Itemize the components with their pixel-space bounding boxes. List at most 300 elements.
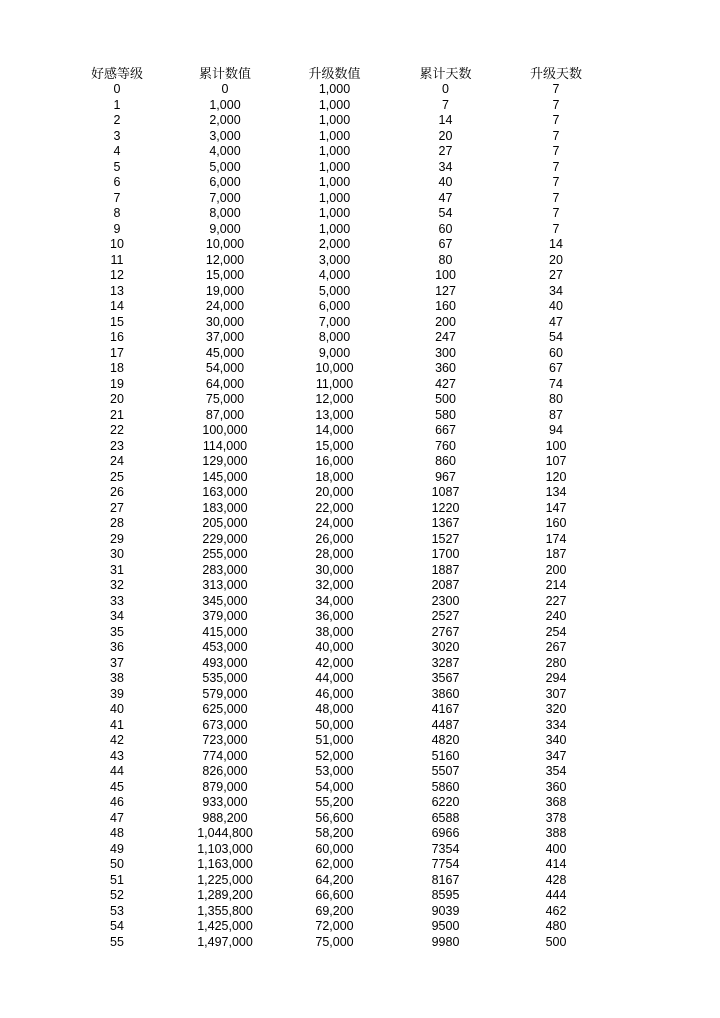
cell-cumulative-value: 826,000 [202, 764, 248, 778]
table-row [62, 361, 612, 377]
cell-upgrade-value: 13,000 [315, 407, 354, 422]
cell-level: 21 [110, 407, 124, 422]
cell-cumulative-value: 988,200 [202, 810, 248, 825]
table-row [62, 191, 612, 207]
cell-level: 22 [110, 423, 124, 437]
cell-upgrade-days: 7 [552, 128, 560, 143]
cell-cumulative-value: 54,000 [205, 361, 245, 375]
cell-upgrade-days: 280 [545, 655, 567, 670]
cell-level: 45 [110, 779, 124, 794]
cell-upgrade-value: 44,000 [315, 671, 354, 685]
cell-level: 13 [110, 283, 124, 298]
cell-cumulative-days: 5860 [431, 779, 460, 794]
cell-level: 28 [110, 516, 124, 530]
cell-upgrade-days: 94 [549, 423, 563, 437]
cell-cumulative-days: 667 [435, 423, 456, 437]
header-upgrade-value: 升级数值 [308, 66, 361, 81]
table-row [62, 144, 612, 160]
cell-level: 46 [110, 795, 124, 809]
cell-level: 4 [113, 144, 121, 158]
cell-level: 43 [110, 748, 124, 763]
cell-cumulative-days: 8595 [431, 888, 460, 902]
cell-cumulative-days: 967 [435, 469, 456, 484]
cell-upgrade-value: 1,000 [318, 128, 351, 143]
table-row [62, 470, 612, 486]
cell-upgrade-value: 26,000 [315, 531, 354, 546]
table-row [62, 330, 612, 346]
cell-cumulative-days: 2767 [431, 624, 460, 639]
cell-upgrade-days: 7 [552, 97, 560, 112]
cell-upgrade-days: 7 [552, 190, 560, 205]
cell-level: 35 [110, 624, 124, 639]
cell-cumulative-days: 6220 [431, 795, 460, 809]
cell-cumulative-value: 1,000 [209, 97, 241, 112]
table-row [62, 408, 612, 424]
table-row [62, 764, 612, 780]
cell-upgrade-value: 32,000 [315, 578, 354, 592]
cell-cumulative-value: 129,000 [202, 454, 248, 468]
cell-upgrade-days: 187 [545, 547, 567, 561]
cell-cumulative-days: 160 [435, 299, 456, 313]
cell-upgrade-value: 64,200 [315, 872, 354, 887]
cell-level: 33 [110, 593, 124, 608]
cell-upgrade-value: 53,000 [315, 764, 354, 778]
cell-upgrade-days: 340 [545, 733, 567, 747]
cell-cumulative-days: 100 [435, 268, 456, 282]
table-row [62, 501, 612, 517]
cell-cumulative-value: 19,000 [205, 283, 245, 298]
cell-level: 55 [110, 934, 124, 949]
cell-upgrade-value: 7,000 [318, 314, 351, 329]
table-row [62, 718, 612, 734]
cell-cumulative-days: 6966 [431, 826, 460, 840]
cell-cumulative-days: 127 [435, 283, 456, 298]
cell-upgrade-days: 7 [552, 82, 560, 96]
cell-upgrade-value: 1,000 [318, 175, 351, 189]
cell-cumulative-value: 933,000 [202, 795, 248, 809]
cell-upgrade-days: 428 [545, 872, 567, 887]
table-row [62, 454, 612, 470]
table-row [62, 702, 612, 718]
cell-level: 7 [113, 190, 121, 205]
cell-upgrade-days: 74 [549, 376, 563, 391]
cell-cumulative-days: 40 [438, 175, 453, 189]
cell-cumulative-days: 1700 [431, 547, 460, 561]
cell-cumulative-days: 200 [435, 314, 456, 329]
cell-level: 6 [113, 175, 121, 189]
cell-upgrade-days: 267 [545, 640, 567, 654]
cell-cumulative-value: 3,000 [209, 128, 241, 143]
cell-upgrade-value: 52,000 [315, 748, 354, 763]
cell-cumulative-value: 114,000 [202, 438, 248, 453]
cell-cumulative-days: 6588 [431, 810, 460, 825]
cell-upgrade-value: 15,000 [315, 438, 354, 453]
cell-upgrade-value: 4,000 [318, 268, 351, 282]
cell-cumulative-value: 1,225,000 [197, 872, 253, 887]
table-row [62, 919, 612, 935]
table-row [62, 795, 612, 811]
cell-level: 44 [110, 764, 124, 778]
table-row [62, 594, 612, 610]
header-cumulative-days: 累计天数 [419, 66, 472, 81]
cell-cumulative-value: 37,000 [205, 330, 245, 344]
cell-cumulative-days: 9980 [431, 934, 460, 949]
cell-upgrade-value: 5,000 [318, 283, 351, 298]
cell-cumulative-days: 4167 [431, 702, 460, 716]
cell-level: 54 [110, 919, 124, 933]
cell-cumulative-value: 1,163,000 [197, 857, 253, 871]
table-row [62, 377, 612, 393]
cell-cumulative-value: 45,000 [205, 345, 245, 360]
cell-upgrade-value: 6,000 [318, 299, 351, 313]
cell-upgrade-days: 20 [549, 252, 563, 267]
cell-cumulative-value: 1,425,000 [197, 919, 253, 933]
cell-cumulative-days: 2527 [431, 609, 460, 623]
cell-upgrade-days: 307 [545, 686, 567, 701]
cell-upgrade-value: 40,000 [315, 640, 354, 654]
table-row [62, 888, 612, 904]
cell-level: 53 [110, 903, 124, 918]
cell-cumulative-value: 535,000 [202, 671, 248, 685]
table-row [62, 873, 612, 889]
table-row [62, 609, 612, 625]
cell-cumulative-days: 7354 [431, 841, 460, 856]
cell-upgrade-days: 60 [549, 345, 563, 360]
table-body [62, 82, 612, 950]
cell-upgrade-value: 56,600 [315, 810, 354, 825]
cell-upgrade-value: 69,200 [315, 903, 354, 918]
cell-upgrade-value: 1,000 [318, 82, 351, 96]
cell-upgrade-days: 294 [545, 671, 567, 685]
cell-cumulative-days: 3567 [431, 671, 460, 685]
cell-level: 12 [110, 268, 124, 282]
cell-upgrade-days: 67 [549, 361, 563, 375]
cell-level: 50 [110, 857, 124, 871]
cell-cumulative-value: 255,000 [202, 547, 248, 561]
cell-cumulative-value: 205,000 [202, 516, 248, 530]
table-row [62, 532, 612, 548]
table-row [62, 284, 612, 300]
cell-cumulative-value: 415,000 [202, 624, 248, 639]
cell-upgrade-value: 75,000 [315, 934, 354, 949]
cell-level: 36 [110, 640, 124, 654]
cell-upgrade-days: 414 [545, 857, 567, 871]
table-row [62, 656, 612, 672]
cell-upgrade-days: 462 [545, 903, 567, 918]
table-row [62, 578, 612, 594]
cell-cumulative-days: 8167 [431, 872, 460, 887]
cell-cumulative-value: 30,000 [205, 314, 245, 329]
cell-level: 41 [110, 717, 124, 732]
cell-level: 9 [113, 221, 121, 236]
cell-upgrade-value: 18,000 [315, 469, 354, 484]
table-row [62, 113, 612, 129]
cell-level: 18 [110, 361, 124, 375]
cell-cumulative-value: 1,044,800 [197, 826, 253, 840]
table-row [62, 935, 612, 951]
cell-upgrade-value: 1,000 [318, 144, 351, 158]
cell-upgrade-value: 3,000 [318, 252, 351, 267]
cell-level: 47 [110, 810, 124, 825]
cell-cumulative-value: 9,000 [209, 221, 241, 236]
cell-cumulative-value: 7,000 [209, 190, 241, 205]
cell-level: 52 [110, 888, 124, 902]
cell-cumulative-value: 5,000 [209, 159, 241, 174]
cell-upgrade-days: 34 [549, 283, 563, 298]
cell-cumulative-value: 100,000 [202, 423, 248, 437]
cell-upgrade-value: 55,200 [315, 795, 354, 809]
cell-level: 10 [110, 237, 124, 251]
cell-level: 40 [110, 702, 124, 716]
cell-upgrade-value: 38,000 [315, 624, 354, 639]
cell-upgrade-value: 1,000 [318, 221, 351, 236]
cell-cumulative-days: 500 [435, 392, 456, 406]
table-row [62, 485, 612, 501]
cell-upgrade-value: 30,000 [315, 562, 354, 577]
cell-level: 39 [110, 686, 124, 701]
cell-cumulative-days: 1527 [431, 531, 460, 546]
cell-upgrade-days: 54 [549, 330, 563, 344]
table-row [62, 826, 612, 842]
table-row [62, 346, 612, 362]
cell-cumulative-days: 54 [438, 206, 453, 220]
cell-upgrade-days: 80 [549, 392, 563, 406]
cell-upgrade-value: 9,000 [318, 345, 351, 360]
cell-level: 31 [110, 562, 124, 577]
cell-level: 23 [110, 438, 124, 453]
cell-upgrade-value: 60,000 [315, 841, 354, 856]
cell-cumulative-days: 1887 [431, 562, 460, 577]
header-row [62, 65, 612, 82]
cell-level: 34 [110, 609, 124, 623]
cell-upgrade-days: 368 [545, 795, 567, 809]
cell-cumulative-value: 145,000 [202, 469, 248, 484]
cell-cumulative-days: 9500 [431, 919, 460, 933]
table-row [62, 129, 612, 145]
cell-cumulative-value: 493,000 [202, 655, 248, 670]
cell-level: 14 [110, 299, 124, 313]
cell-upgrade-value: 22,000 [315, 500, 354, 515]
cell-cumulative-days: 7754 [431, 857, 460, 871]
table-row [62, 857, 612, 873]
cell-cumulative-value: 1,289,200 [197, 888, 253, 902]
cell-upgrade-days: 334 [545, 717, 567, 732]
cell-cumulative-days: 2087 [431, 578, 460, 592]
cell-cumulative-days: 1220 [431, 500, 460, 515]
cell-cumulative-value: 723,000 [202, 733, 248, 747]
cell-cumulative-value: 6,000 [209, 175, 241, 189]
cell-cumulative-value: 283,000 [202, 562, 248, 577]
table-row [62, 780, 612, 796]
table-row [62, 82, 612, 98]
cell-cumulative-value: 12,000 [205, 252, 245, 267]
cell-upgrade-days: 354 [545, 764, 567, 778]
cell-level: 29 [110, 531, 124, 546]
cell-level: 2 [113, 113, 121, 127]
cell-level: 16 [110, 330, 124, 344]
cell-upgrade-days: 400 [545, 841, 567, 856]
cell-upgrade-value: 42,000 [315, 655, 354, 670]
cell-upgrade-value: 1,000 [318, 113, 351, 127]
cell-upgrade-value: 28,000 [315, 547, 354, 561]
header-cumulative-value: 累计数值 [198, 66, 251, 81]
cell-upgrade-days: 214 [545, 578, 567, 592]
cell-cumulative-value: 879,000 [202, 779, 248, 794]
table-row [62, 687, 612, 703]
table-row [62, 439, 612, 455]
cell-cumulative-days: 1367 [431, 516, 460, 530]
cell-cumulative-days: 5507 [431, 764, 460, 778]
cell-level: 1 [113, 97, 121, 112]
cell-cumulative-value: 313,000 [202, 578, 248, 592]
table-row [62, 640, 612, 656]
cell-upgrade-value: 58,200 [315, 826, 354, 840]
cell-upgrade-days: 174 [545, 531, 567, 546]
cell-upgrade-days: 480 [545, 919, 567, 933]
cell-cumulative-value: 64,000 [205, 376, 245, 391]
cell-upgrade-value: 36,000 [315, 609, 354, 623]
cell-level: 8 [113, 206, 121, 220]
cell-level: 15 [110, 314, 124, 329]
cell-upgrade-days: 100 [545, 438, 567, 453]
cell-upgrade-value: 50,000 [315, 717, 354, 732]
cell-cumulative-days: 34 [438, 159, 453, 174]
cell-upgrade-value: 34,000 [315, 593, 354, 608]
cell-level: 30 [110, 547, 124, 561]
cell-level: 42 [110, 733, 124, 747]
cell-upgrade-value: 16,000 [315, 454, 354, 468]
table-row [62, 98, 612, 114]
table-row [62, 671, 612, 687]
cell-cumulative-days: 4820 [431, 733, 460, 747]
table-row [62, 392, 612, 408]
header-upgrade-days: 升级天数 [529, 66, 582, 81]
cell-upgrade-days: 347 [545, 748, 567, 763]
cell-level: 24 [110, 454, 124, 468]
cell-cumulative-days: 3020 [431, 640, 460, 654]
cell-cumulative-days: 1087 [431, 485, 460, 499]
cell-upgrade-value: 1,000 [318, 97, 351, 112]
cell-upgrade-days: 240 [545, 609, 567, 623]
cell-level: 17 [110, 345, 124, 360]
cell-upgrade-value: 11,000 [315, 376, 354, 391]
cell-upgrade-value: 1,000 [318, 206, 351, 220]
cell-upgrade-days: 254 [545, 624, 567, 639]
cell-upgrade-days: 87 [549, 407, 563, 422]
cell-upgrade-value: 51,000 [315, 733, 354, 747]
cell-cumulative-value: 2,000 [209, 113, 241, 127]
cell-cumulative-value: 1,355,800 [197, 903, 253, 918]
cell-level: 38 [110, 671, 124, 685]
cell-upgrade-days: 14 [549, 237, 563, 251]
cell-upgrade-value: 62,000 [315, 857, 354, 871]
favorability-level-table [62, 65, 612, 950]
cell-upgrade-days: 107 [545, 454, 567, 468]
cell-level: 32 [110, 578, 124, 592]
cell-cumulative-days: 3287 [431, 655, 460, 670]
cell-level: 5 [113, 159, 121, 174]
table-row [62, 253, 612, 269]
cell-cumulative-value: 8,000 [209, 206, 241, 220]
table-row [62, 733, 612, 749]
cell-cumulative-days: 760 [435, 438, 456, 453]
table-row [62, 563, 612, 579]
cell-cumulative-days: 300 [435, 345, 456, 360]
cell-cumulative-days: 60 [438, 221, 453, 236]
cell-upgrade-days: 40 [549, 299, 563, 313]
table-row [62, 547, 612, 563]
table-header [62, 65, 612, 82]
cell-upgrade-days: 160 [545, 516, 567, 530]
cell-upgrade-days: 134 [545, 485, 567, 499]
table-row [62, 299, 612, 315]
cell-upgrade-days: 360 [545, 779, 567, 794]
cell-cumulative-value: 379,000 [202, 609, 248, 623]
cell-upgrade-value: 10,000 [315, 361, 354, 375]
table-row [62, 904, 612, 920]
cell-level: 27 [110, 500, 124, 515]
cell-upgrade-days: 200 [545, 562, 567, 577]
cell-upgrade-days: 320 [545, 702, 567, 716]
cell-cumulative-days: 860 [435, 454, 456, 468]
table-row [62, 315, 612, 331]
cell-upgrade-value: 8,000 [318, 330, 351, 344]
cell-upgrade-value: 54,000 [315, 779, 354, 794]
cell-level: 49 [110, 841, 124, 856]
cell-upgrade-value: 12,000 [315, 392, 354, 406]
cell-cumulative-days: 14 [438, 113, 453, 127]
table-row [62, 811, 612, 827]
table-row [62, 175, 612, 191]
cell-cumulative-value: 345,000 [202, 593, 248, 608]
table-row [62, 206, 612, 222]
cell-level: 20 [110, 392, 124, 406]
cell-upgrade-days: 7 [552, 221, 560, 236]
cell-cumulative-value: 24,000 [205, 299, 245, 313]
cell-upgrade-days: 7 [552, 206, 560, 220]
cell-upgrade-value: 20,000 [315, 485, 354, 499]
cell-upgrade-value: 72,000 [315, 919, 354, 933]
cell-upgrade-value: 1,000 [318, 190, 351, 205]
cell-cumulative-days: 247 [435, 330, 456, 344]
table-row [62, 842, 612, 858]
cell-cumulative-days: 360 [435, 361, 456, 375]
table-row [62, 222, 612, 238]
cell-level: 48 [110, 826, 124, 840]
cell-upgrade-days: 47 [549, 314, 563, 329]
cell-level: 11 [110, 252, 124, 267]
cell-cumulative-value: 163,000 [202, 485, 248, 499]
cell-cumulative-value: 673,000 [202, 717, 248, 732]
cell-cumulative-days: 27 [438, 144, 453, 158]
cell-cumulative-value: 4,000 [209, 144, 241, 158]
table-row [62, 268, 612, 284]
cell-cumulative-days: 0 [442, 82, 449, 96]
cell-upgrade-days: 227 [545, 593, 567, 608]
cell-cumulative-value: 579,000 [202, 686, 248, 701]
cell-cumulative-value: 229,000 [202, 531, 248, 546]
cell-upgrade-days: 7 [552, 159, 560, 174]
cell-upgrade-value: 66,600 [315, 888, 354, 902]
cell-upgrade-days: 147 [545, 500, 567, 515]
cell-cumulative-days: 67 [438, 237, 453, 251]
table-row [62, 160, 612, 176]
cell-upgrade-value: 24,000 [315, 516, 354, 530]
cell-cumulative-value: 87,000 [205, 407, 245, 422]
cell-level: 25 [110, 469, 124, 484]
cell-level: 26 [110, 485, 124, 499]
cell-cumulative-value: 10,000 [205, 237, 245, 251]
